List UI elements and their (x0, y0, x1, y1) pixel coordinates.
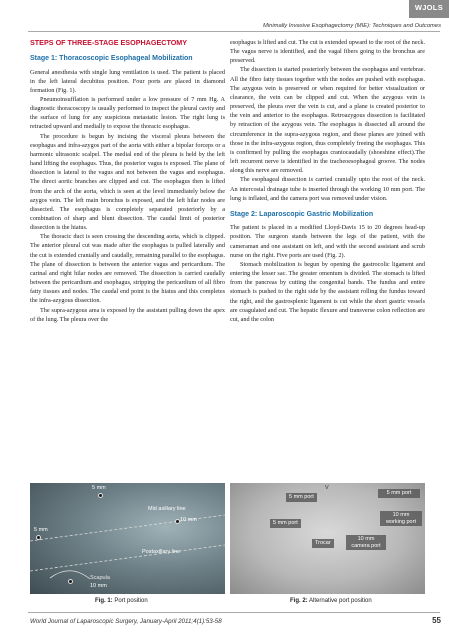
fig1-port-bottom-label: 10 mm (90, 583, 107, 589)
fig1-post-axillary-label: Postaxillary line (142, 549, 181, 555)
left-column (30, 38, 225, 324)
right-column (230, 38, 425, 324)
left-paragraph: Pneumoinsufflation is performed under a low pressure of 7 mm Hg. A diagnostic thoracoscopy is usually performed to inspect the pleural cavity and the surface of lung for any suspicious metastatic lesion. The right lung is retracted upward and medially to expose the thoracic esophagus. (30, 95, 225, 131)
page-header (0, 0, 449, 18)
right-paragraph: The patient is placed in a modified Lloyd-Davis 15 to 20 degrees head-up position. The surgeon stands between the legs of the patient, with the cameraman and one assistant on left, and with the second assistant and scrub nurse on the right. Five ports are used (Fig. 2). (230, 224, 425, 259)
figure-1-caption (95, 598, 148, 604)
figure-1-caption-label: Fig. 1: (95, 598, 113, 604)
right-paragraph: The dissection is started posteriorly between the esophagus and vertebrae. All the fibro fatty tissues together with the nodes are pushed with esophagus. The azygous vein is preserved or when required for better visualization or clearance, the vein can be clipped and cut. When the azygous vein is preserved, the pleura over the vein is cut, and a plane is created posterior to the vein and anterior to the esophagus. Retroazygous dissection is facilitated by retraction of the azygous vein. The esophagus is dissected all around the circumference in the supra-azygous region, and these planes are joined with those in the infra-azygous region, thus completely freeing the esophagus. This is confirmed by pulling the esophagus craniocaudally (shoeshine effect).The left recurrent nerve is identified in the tracheoesophageal groove. The nodes along this nerve are removed. (230, 66, 425, 175)
left-paragraph: General anesthesia with single lung ventilation is used. The patient is placed in the left lateral decubitus position. Four ports are placed in diamond formation (Fig. 1). (30, 68, 225, 94)
port-marker (98, 493, 103, 498)
fig1-port-left-label: 5 mm (34, 527, 48, 533)
figure-2-caption (290, 598, 372, 604)
fig2-port-d-label: 5 mm port (270, 519, 301, 528)
stage1-heading: Stage 1: Thoracoscopic Esophageal Mobilization (30, 55, 193, 62)
port-marker (68, 579, 73, 584)
left-paragraph: The procedure is begun by incising the visceral pleura between the esophagus and infra-azygos part of the aorta with either a bipolar forceps or a harmonic ultrasonic scalpel. The medial end of the pleura is held by the left hand lifting the esophagus. Thus, the posterior vagus is exposed. The plane of dissection is lateral to the vagus and not between the vagus and esophagus. The direct aortic branches are clipped and cut. The esophagus then is lifted from the arch of the aorta, which is seen at the level immediately below the azygos vein. The left main bronchus is exposed, and the left hilar nodes are dissected. The esophagus is completely separated posteriorly by a combination of sharp and blunt dissection. The caudal limit of posterior dissection is the hiatus. (30, 132, 225, 232)
fig1-mid-axillary-label: Mid axillary line (148, 506, 186, 512)
header-divider (28, 31, 440, 32)
page-number: 55 (432, 616, 441, 625)
fig2-port-a-label: 5 mm port (286, 493, 317, 502)
fig2-camera-label: 10 mm camera port (346, 535, 386, 550)
footer-divider (28, 612, 440, 613)
running-title: Minimally Invasive Esophagectomy (MIE): Techniques and Outcomes (263, 23, 441, 29)
fig1-port-mid-label: 10 mm (180, 517, 197, 523)
journal-tab-label: WJOLS (414, 3, 443, 12)
fig2-v-mark: V (325, 485, 329, 491)
fig2-port-c-label: 10 mm working port (380, 511, 422, 526)
right-paragraph: The esophageal dissection is carried cranially upto the root of the neck. An intercostal drainage tube is inserted through the working 10 mm port. The lung is inflated, and the camera port was removed under vision. (230, 176, 425, 202)
figure-2-caption-label: Fig. 2: (290, 598, 308, 604)
right-paragraph: esophagus is lifted and cut. The cut is extended upward to the root of the neck. The vagus nerve is identified, and the vagal fibers going to the bronchus are preserved. (230, 39, 425, 65)
stage2-heading: Stage 2: Laparoscopic Gastric Mobilization (230, 210, 374, 218)
figure-1-caption-text: Port position (114, 598, 148, 604)
left-paragraph: The thoracic duct is seen crossing the descending aorta, which is clipped. The anterior pleural cut was made after the esophagus is pulled laterally and the cut is extended cranially and caudally, remaining parallel to the esophagus. The plane of dissection is between the anterior vagus and pericardium. The carinal and right hilar nodes are removed. The dissection is carried caudally between the pericardium and esophagus, stripping the pericardium of all fibro fatty tissues and nodes. The caudal end point is the hiatus and this completes the infra-azygous dissection. (30, 233, 225, 305)
port-marker (36, 535, 41, 540)
figure-1-photo (30, 483, 225, 594)
section-title: STEPS OF THREE-STAGE ESOPHAGECTOMY (30, 38, 188, 47)
figure-2-caption-text: Alternative port position (309, 598, 372, 604)
figure-2-photo (230, 483, 425, 594)
right-paragraph: Stomach mobilization is begun by opening the gastrocolic ligament and entering the lesser sac. The greater omentum is divided. The stomach is lifted from the pancreas by cutting the congenital bands. The fundus and entire stomach is pushed to the right side by the assistant rolling the fundus toward the right, and the gastrosplenic ligament is cut while the short gastric vessels are coagulated and cut. The hepatic flexure and transverse colon reflection are cut, and the colon (230, 260, 425, 323)
figure-1-lines (30, 483, 225, 594)
fig1-port-top-label: 5 mm (92, 485, 106, 491)
fig2-trocar-label: Trocar (312, 539, 334, 548)
fig1-scapula-label: Scapula (90, 575, 110, 581)
footer-citation: World Journal of Laparoscopic Surgery, January-April 2011;4(1):53-58 (30, 618, 222, 625)
left-paragraph: The supra-azygous area is exposed by the assistant pulling down the apex of the lung. The pleura over the (30, 306, 225, 323)
fig2-port-b-label: 5 mm port (378, 489, 420, 498)
